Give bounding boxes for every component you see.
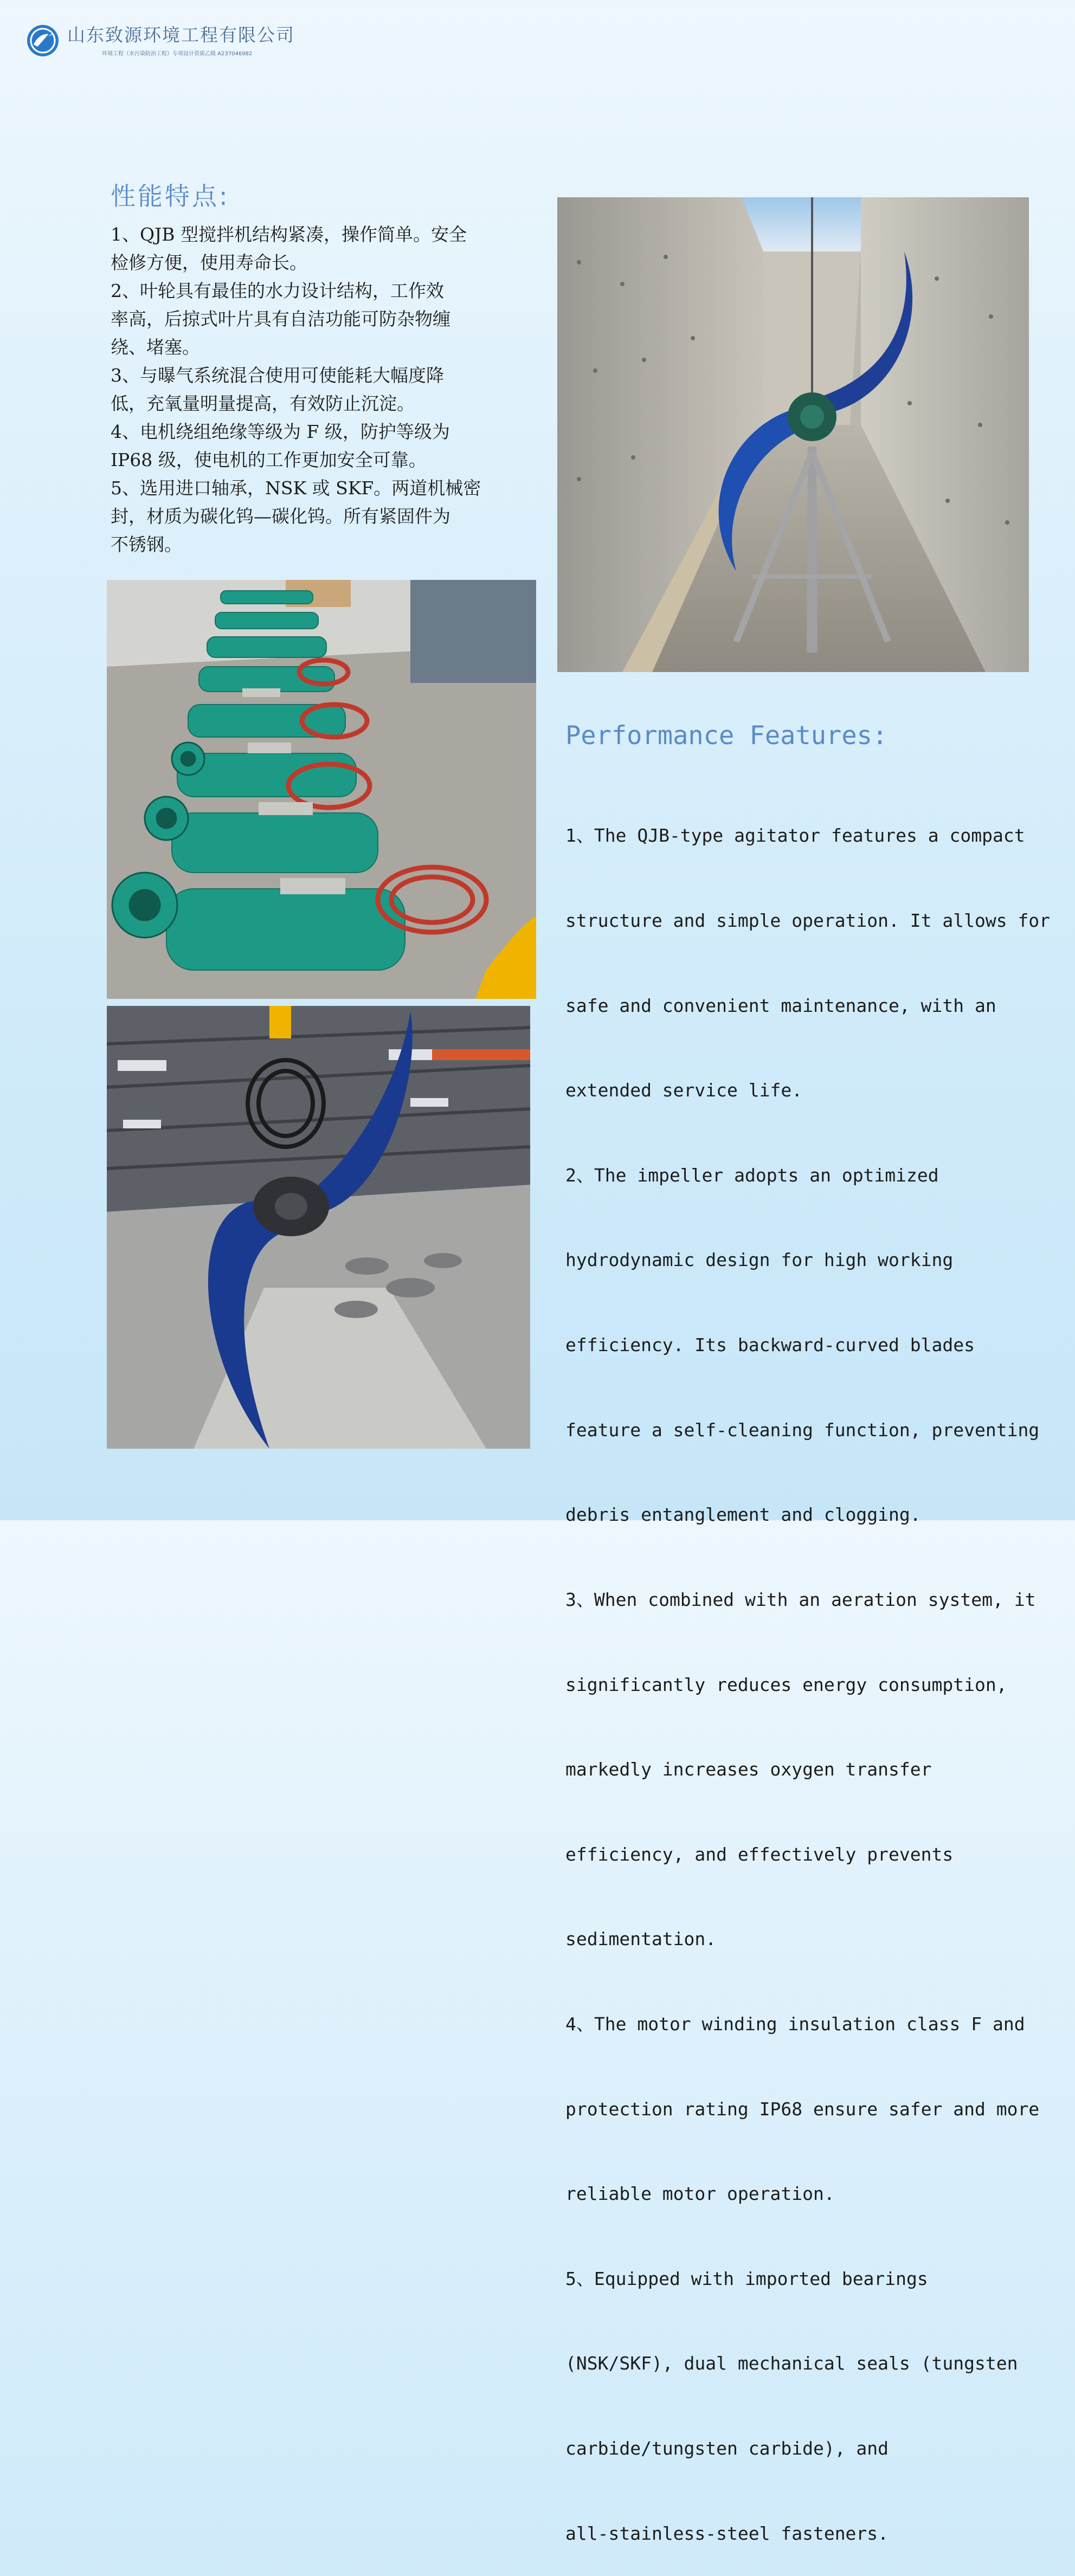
cn-line: 率高，后掠式叶片具有自洁功能可防杂物缠 bbox=[111, 308, 450, 330]
company-name: 山东致源环境工程有限公司 bbox=[67, 24, 295, 46]
en-line: efficiency. Its backward-curved blades bbox=[565, 1334, 975, 1356]
en-line: 1、The QJB-type agitator features a compact bbox=[565, 825, 1025, 847]
cn-line: IP68 级，使电机的工作更加安全可靠。 bbox=[111, 449, 427, 470]
photo-mixer-row bbox=[107, 580, 536, 999]
en-line: 2、The impeller adopts an optimized bbox=[565, 1164, 939, 1186]
cn-line: 4、电机绕组绝缘等级为 F 级，防护等级为 bbox=[111, 421, 450, 442]
en-line: 3、When combined with an aeration system, it bbox=[565, 1589, 1036, 1610]
cn-line: 检修方便，使用寿命长。 bbox=[111, 252, 307, 273]
en-line: 5、Equipped with imported bearings bbox=[565, 2268, 928, 2289]
en-line: all-stainless-steel fasteners. bbox=[565, 2522, 889, 2544]
company-header bbox=[26, 24, 295, 57]
en-line: markedly increases oxygen transfer bbox=[565, 1759, 932, 1780]
cn-line: 低，充氧量明量提高，有效防止沉淀。 bbox=[111, 393, 415, 414]
photo-tank-installation bbox=[557, 197, 1029, 672]
en-line: structure and simple operation. It allows for bbox=[565, 910, 1051, 932]
cn-section-body bbox=[111, 221, 523, 559]
en-line: sedimentation. bbox=[565, 1928, 717, 1950]
cn-line: 绕、堵塞。 bbox=[111, 337, 200, 358]
company-qualification: 环境工程（水污染防治工程）专项设计资质乙级 A237046982 bbox=[102, 51, 253, 57]
cn-line: 1、QJB 型搅拌机结构紧凑，操作简单。安全 bbox=[111, 224, 467, 245]
company-logo-icon bbox=[26, 24, 60, 57]
en-line: reliable motor operation. bbox=[565, 2183, 835, 2205]
en-line: hydrodynamic design for high working bbox=[565, 1249, 954, 1271]
en-line: carbide/tungsten carbide), and bbox=[565, 2437, 889, 2459]
en-line: safe and convenient maintenance, with an bbox=[565, 995, 996, 1016]
cn-section-title: 性能特点: bbox=[111, 182, 230, 211]
en-line: 4、The motor winding insulation class F and bbox=[565, 2013, 1025, 2035]
cn-line: 5、选用进口轴承，NSK 或 SKF。两道机械密 bbox=[111, 477, 481, 499]
en-line: debris entanglement and clogging. bbox=[565, 1504, 921, 1526]
cn-line: 2、叶轮具有最佳的水力设计结构，工作效 bbox=[111, 280, 444, 301]
cn-line: 封，材质为碳化钨—碳化钨。所有紧固件为 bbox=[111, 506, 450, 527]
cn-line: 3、与曝气系统混合使用可使能耗大幅度降 bbox=[111, 365, 444, 386]
photo-factory-hoisted-mixer bbox=[107, 1006, 530, 1449]
en-line: feature a self-cleaning function, preventing bbox=[565, 1419, 1040, 1441]
cn-line: 不锈钢。 bbox=[111, 534, 182, 555]
en-section-body bbox=[565, 765, 1051, 2576]
en-section-title: Performance Features: bbox=[565, 721, 888, 751]
en-line: (NSK/SKF), dual mechanical seals (tungsten bbox=[565, 2353, 1018, 2374]
en-line: efficiency, and effectively prevents bbox=[565, 1843, 954, 1865]
en-line: extended service life. bbox=[565, 1080, 803, 1101]
en-line: protection rating IP68 ensure safer and more bbox=[565, 2098, 1040, 2120]
en-line: significantly reduces energy consumption, bbox=[565, 1674, 1007, 1695]
